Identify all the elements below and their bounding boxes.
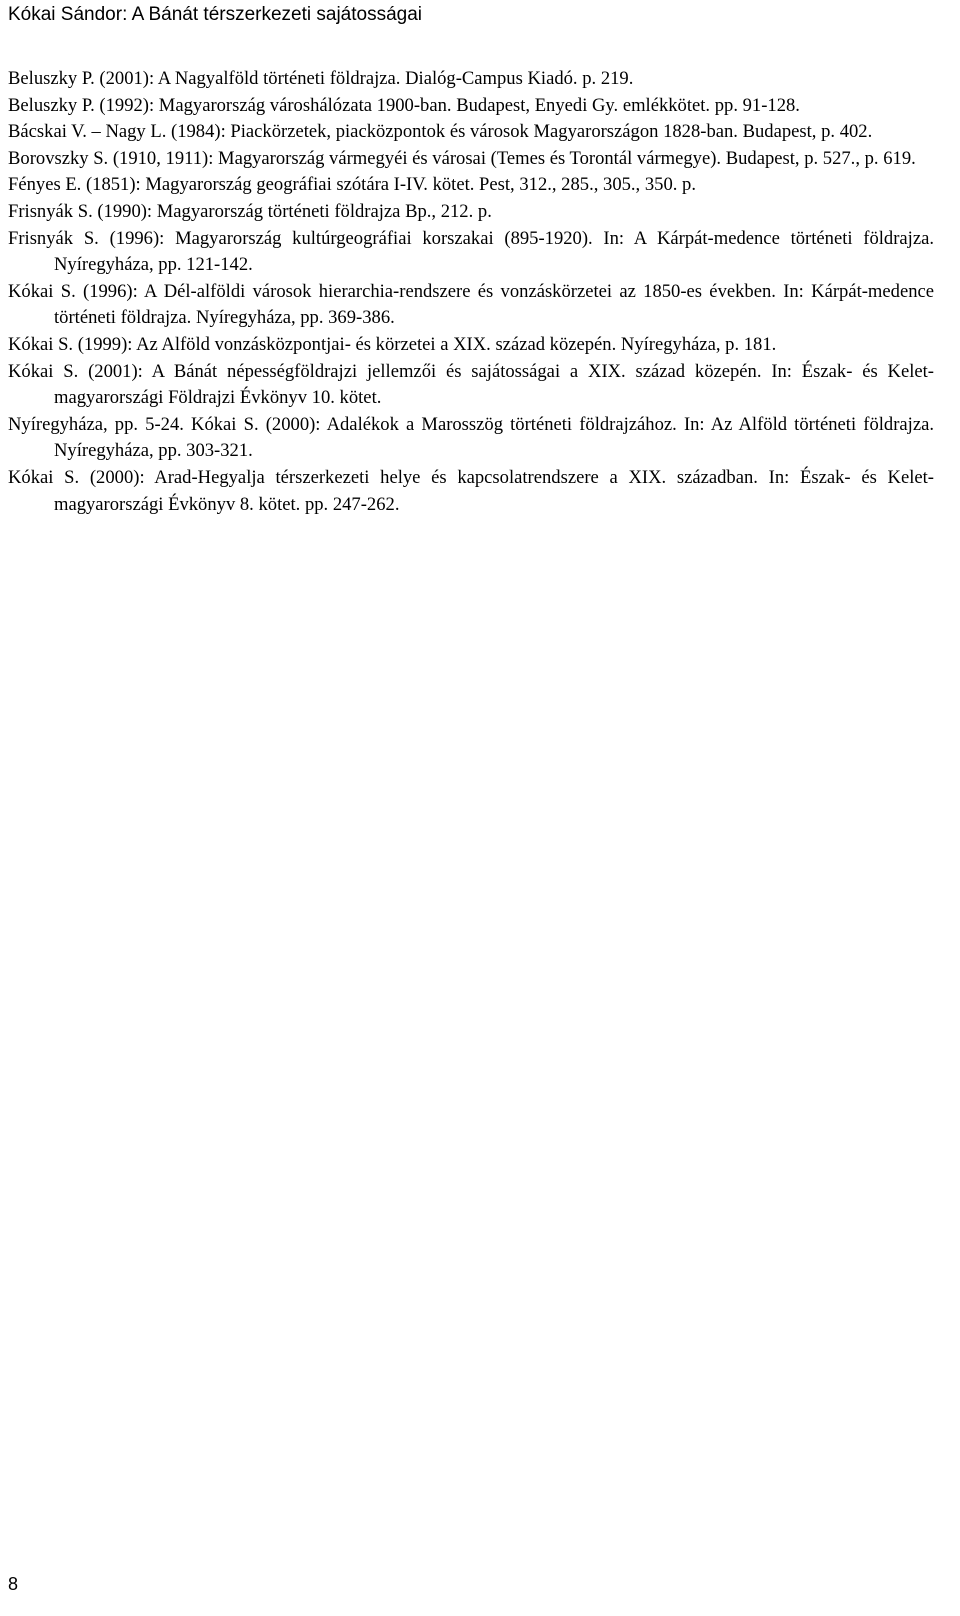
- reference-item: Borovszky S. (1910, 1911): Magyarország vármegyéi és városai (Temes és Torontál vármegye). Budapest, p. 527., p. 619.: [8, 147, 916, 169]
- reference-item: Kókai S. (1999): Az Alföld vonzásközpontjai- és körzetei a XIX. század közepén. Nyíregyháza, p. 181.: [8, 333, 777, 355]
- reference-item: Nyíregyháza, pp. 5-24. Kókai S. (2000): Adalékok a Marosszög történeti földrajzához. In: Az Alföld történeti földrajza. Nyíregyháza, pp. 303-321.: [8, 413, 934, 462]
- reference-item: Kókai S. (2000): Arad-Hegyalja térszerkezeti helye és kapcsolatrendszere a XIX. században. In: Észak- és Kelet-magyarországi Évkönyv 8. kötet. pp. 247-262.: [8, 466, 934, 515]
- reference-item: Beluszky P. (2001): A Nagyalföld történeti földrajza. Dialóg-Campus Kiadó. p. 219.: [8, 68, 634, 89]
- reference-item: Kókai S. (2001): A Bánát népességföldrajzi jellemzői és sajátosságai a XIX. század közepén. In: Észak- és Kelet-magyarországi Földrajzi Évkönyv 10. kötet.: [8, 360, 934, 409]
- reference-list: [8, 66, 934, 518]
- page-number: 8: [8, 1574, 19, 1594]
- page-header-title: Kókai Sándor: A Bánát térszerkezeti sajátosságai: [8, 4, 423, 25]
- reference-item: Beluszky P. (1992): Magyarország városhálózata 1900-ban. Budapest, Enyedi Gy. emlékkötet. pp. 91-128.: [8, 94, 800, 116]
- reference-item: Kókai S. (1996): A Dél-alföldi városok hierarchia-rendszere és vonzáskörzetei az 1850-es években. In: Kárpát-medence történeti földrajza. Nyíregyháza, pp. 369-386.: [8, 280, 934, 329]
- reference-item: Frisnyák S. (1996): Magyarország kultúrgeográfiai korszakai (895-1920). In: A Kárpát-medence történeti földrajza. Nyíregyháza, pp. 121-142.: [8, 227, 934, 276]
- reference-item: Frisnyák S. (1990): Magyarország történeti földrajza Bp., 212. p.: [8, 200, 492, 222]
- reference-item: Fényes E. (1851): Magyarország geográfiai szótára I-IV. kötet. Pest, 312., 285., 305., 350. p.: [8, 174, 696, 196]
- reference-item: Bácskai V. – Nagy L. (1984): Piackörzetek, piacközpontok és városok Magyarországon 1828-ban. Budapest, p. 402.: [8, 121, 873, 143]
